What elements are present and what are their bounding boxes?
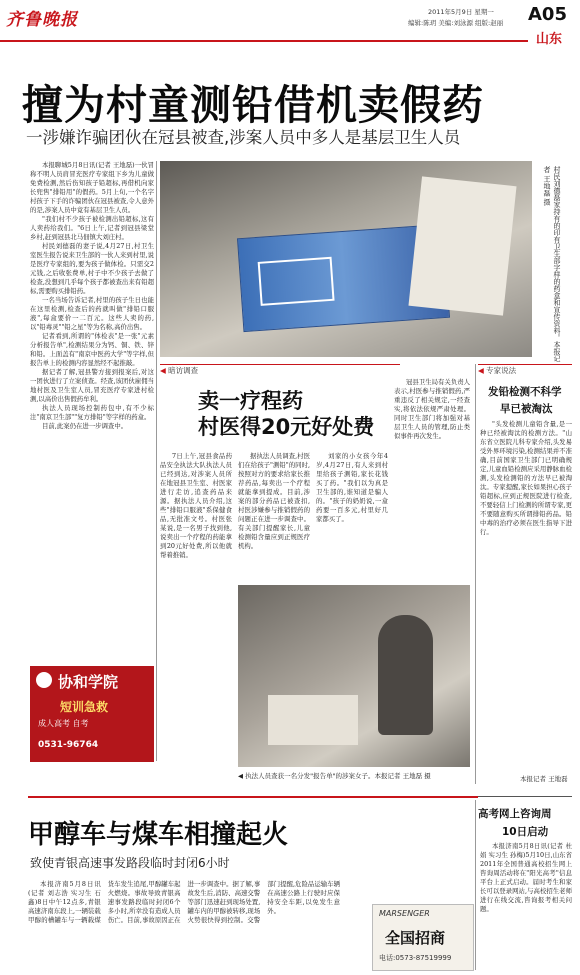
feature-paragraph: 据执法人员调查,村医们在给孩子"测铅"的同时,按照对方的要求给家长推荐药品,每卖出一个疗程就能拿到提成。目前,涉案的部分药品已被查扣,村医涉嫌参与推销假药的问题正在进一步调查中。有关部门提醒家长,儿童检测铅含量应到正规医疗机构。 [238, 452, 310, 550]
column-rule [156, 161, 157, 761]
feature-paragraph: 7日上午,冠县食品药品安全执法大队执法人员已经到达,对涉案人员所在地冠县卫生室、村医家进行走访,追查药品来源。据执法人员介绍,这些"排铅口服液"系保健食品,无批准文号。村医张某说,是一名男子找到他,说卖出一个疗程的药能拿到20元好处费,所以他就帮着推销。 [160, 452, 232, 559]
college-ad [30, 666, 154, 762]
side-news-paragraph: 本报济南5月8日讯(记者 杜娟 实习生 孙梅)5月10日,山东省2011年全国普通高校招生网上咨询周活动将在"阳光高考"信息平台上正式启动。届时考生和家长可以登录网站,与高校招生老师进行在线交流,咨询报考相关问题。 [480, 842, 572, 913]
expert-tag-label: 专家说法 [486, 366, 517, 375]
feature-column [316, 452, 388, 582]
section-name: 山东 [536, 32, 563, 47]
lead-paragraph: 记者看到,所谓的"体检表"是一张"元素分析报告单",检测结果分为钙、铜、铁、锌和铅。上面盖有"南京中医药大学"等字样,但报告单上的检测内容显然经不起推敲。 [30, 332, 154, 367]
lead-paragraph: 目前,此案仍在进一步调查中。 [42, 422, 128, 430]
editors-line: 编辑:陈玥 美编:刘泳源 组版:赵丽 [408, 19, 504, 27]
expert-headline-2: 早已被淘汰 [500, 403, 553, 415]
lead-paragraph: "我们村不少孩子被检测出铅超标,这有人卖药给我们。"6日上午,记者到冠县梁堂乡村,赶到冠县北马佃镇大刘庄村。 [30, 215, 154, 241]
feature-photo-caption-text: 执法人员查获一名分发"报告单"的涉案女子。本报记者 王地磊 摄 [245, 772, 431, 780]
column-rule [475, 364, 476, 784]
ad-title: 协和学院 [58, 673, 119, 691]
ad-phone: 电话:0573-87519999 [379, 954, 452, 962]
caption-bullet-icon: ◀ [238, 772, 243, 780]
issue-date: 2011年5月9日 星期一 [428, 8, 494, 16]
lead-paragraph: 一名当场告诉记者,村里的孩子生日也能在这里检测,检查后的药就叫做"排铅口服液",每盒要价一二百元。这些人卖的药,以"铅毒灵""铅之星"等为名称,高价出售。 [30, 296, 154, 331]
side-news-headline-1: 高考网上咨询周 [478, 808, 552, 820]
feature-headline-2: 村医得20元好处费 [198, 415, 375, 439]
feature-column [238, 452, 310, 582]
bottom-headline: 甲醇车与煤车相撞起火 [28, 820, 289, 850]
feature-paragraph: 刘家的小女孩今年4岁,4月27日,有人来到村里给孩子测铅,家长花钱买了药。"我们以为真是卫生部的,谁知道是骗人的。"孩子的奶奶说,一盒药要一百多元,村里好几家都买了。 [316, 452, 388, 523]
lead-paragraph: 执法人员现场控制药包中,有不少标注"南京卫生部""复方排铅"等字样的药盒。 [30, 404, 154, 421]
feature-headline-1: 卖一疗程药 [198, 389, 303, 413]
lead-paragraph: 村民刘德磊的妻子说,4月27日,村卫生室医生报告说来卫生部的一伙人来到村里,说是医疗专家组的,要为孩子做体检。只需交2元钱,之后收张费单,村子中不少孩子去做了检查,没想到几乎每个孩子都被查出来有铅超标,需要购买排铅药。 [30, 242, 154, 295]
feature-photo [238, 585, 470, 767]
expert-headline-1: 发铅检测不科学 [488, 386, 562, 398]
lead-paragraph: 据记者了解,冠县警方接到报案后,对这一团伙进行了立案侦查。经查,该团伙雇佣当地村医及卫生室人员,冒充医疗专家进村检测,以高价出售假药牟利。 [30, 368, 154, 403]
ad-phone: 0531-96764 [38, 740, 99, 750]
ad-brand: MARSENGER [379, 909, 430, 918]
newspaper-logo: 齐鲁晚报 [6, 10, 78, 30]
side-news-headline-2: 10日启动 [502, 826, 549, 838]
merchant-ad [372, 904, 474, 971]
side-news-body [480, 842, 572, 968]
ad-logo-badge [36, 672, 52, 688]
lead-photo [160, 161, 532, 357]
tag-bullet-icon: ◀ [478, 366, 484, 375]
ad-headline: 全国招商 [385, 929, 446, 947]
person-figure [378, 615, 433, 735]
feature-tag-label: 暗访调查 [168, 366, 199, 375]
lead-paragraph: 本报聊城5月8日讯(记者 王地磊)一伙冒称不明人员肩冒充医疗专家组下乡为儿童做免费检测,然后伤知孩子铅超标,再借机向家长兜售"排铅用"的假药。5月上旬,一个名字村孩子下手的诈骗团伙在冠县被查,令人意外的是,涉案人员中竟有基层卫生人员。 [30, 161, 154, 214]
feature-photo-caption [238, 771, 472, 780]
feature-paragraph: 冠县卫生局有关负责人表示,村医参与推销假药,严重违反了相关规定,一经查实,将依法依规严肃处理。同时卫生部门将加强对基层卫生人员的管理,防止类似事件再次发生。 [394, 378, 470, 440]
medicine-box-label [258, 257, 335, 306]
expert-reporter: 本报记者 王地磊 [520, 775, 568, 783]
lead-headline: 擅为村童测铅借机卖假药 [22, 81, 484, 129]
expert-tag [478, 365, 516, 376]
bottom-paragraph: 本报济南5月8日讯(记者 刘志浩 实习生 石鑫)8日中午12点多,青银高速济南东段上,一辆装载甲醇的槽罐车与一辆载煤货车发生追尾,甲醇罐车起火燃烧。事故导致青银高速事发路段临时封闭6个多小时,所幸没有造成人员伤亡。目前,事故原因正在进一步调查中。据了解,事故发生后,消防、高速交警等部门迅速赶到现场处置,罐车内的甲醇被转移,现场火势很快得到控制。交警部门提醒,危险品运输车辆在高速公路上行驶时应保持安全车距,以免发生意外。 [28, 880, 340, 924]
bottom-subheadline: 致使青银高速事发路段临时封闭6小时 [30, 856, 230, 870]
report-sheet [408, 176, 516, 315]
header-rule [0, 40, 528, 42]
masthead [0, 0, 580, 47]
page-number: A05 [528, 4, 567, 25]
lead-subheadline: 一涉嫌诈骗团伙在冠县被查,涉案人员中多人是基层卫生人员 [26, 128, 461, 147]
feature-column [394, 378, 470, 582]
lead-photo-caption: 村民刘德磊家持有的印有卫生部字样的药盒和宣传资料。本报记者 王地磊 摄 [543, 166, 561, 362]
feature-tag [160, 365, 198, 376]
tag-bullet-icon: ◀ [160, 366, 166, 375]
expert-paragraph: "头发检测儿童铅含量,是一种已经被淘汰的检测方法。"山东省立医院儿科专家介绍,头发易受外界环境污染,检测结果并不准确,目前国家卫生部门已明确规定,儿童血铅检测应采用静脉血检测,头发检测铅的方法早已被淘汰。专家提醒,家长如果担心孩子铅超标,应到正规医院进行检查,不要轻信上门检测的所谓专家,更不要随意购买所谓排铅药品。铅中毒的治疗必须在医生指导下进行。 [480, 420, 572, 536]
bottom-article-body [28, 880, 340, 970]
feature-column [160, 452, 232, 785]
expert-body [480, 420, 572, 734]
ad-line: 成人高考 自考 [38, 719, 89, 728]
ad-line: 短训急救 [60, 700, 109, 714]
paper-stack [268, 695, 358, 745]
lead-article-body [30, 161, 154, 657]
bottom-top-rule [28, 796, 478, 798]
column-rule [475, 800, 476, 970]
side-news-rule [478, 796, 572, 797]
